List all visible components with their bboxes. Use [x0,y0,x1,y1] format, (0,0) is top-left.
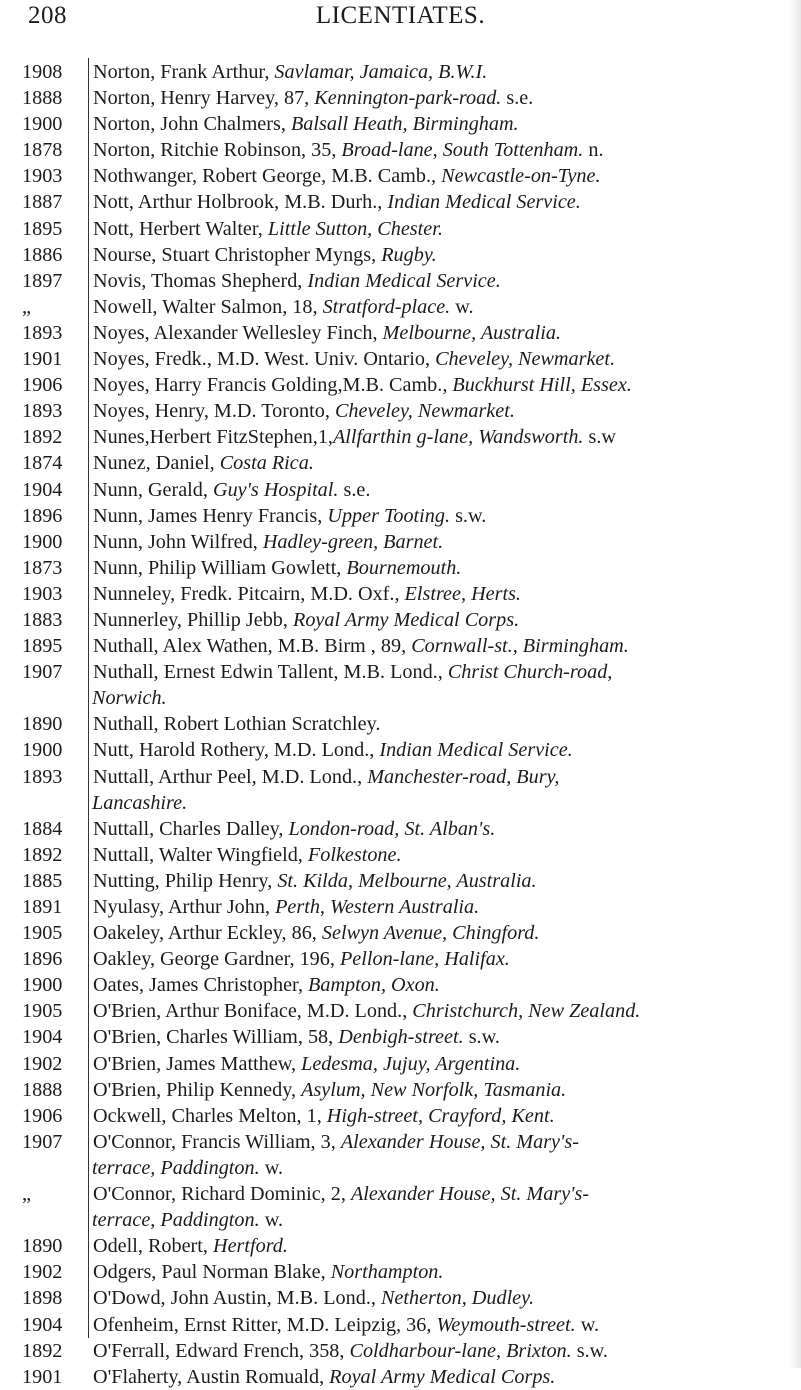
entry-continuation-row [20,1207,791,1233]
entry-address: Little Sutton, Chester. [267,217,443,240]
entry-year: „ [22,295,31,318]
entry-row [20,633,791,659]
entry-address: terrace, Paddington. [92,1209,260,1232]
entry-year: 1892 [22,843,63,866]
entry-text [72,868,791,894]
entry-year: 1896 [22,504,63,527]
entry-text [72,111,791,137]
entry-address: Alexander House, St. Mary's- [340,1130,579,1153]
entry-name: Nunes,Herbert FitzStephen,1, [93,426,333,449]
entry-year: 1904 [22,478,63,501]
entry-year: 1907 [22,1130,63,1153]
entry-row [20,1181,791,1207]
entry-name: Ofenheim, Ernst Ritter, M.D. Leipzig, 36, [93,1313,437,1336]
entry-name: Oakley, George Gardner, 196, [93,948,340,971]
entry-row [20,137,791,163]
entry-address: Allfarthin g-lane, Wandsworth. [332,426,584,449]
entry-row [20,1233,791,1259]
entry-name: Nunn, James Henry Francis, [93,504,328,527]
entry-row [20,320,791,346]
entry-address: Royal Army Medical Corps. [292,608,520,631]
entry-name: Nowell, Walter Salmon, 18, [93,295,323,318]
entry-address: Cornwall-st., Birmingham. [411,635,629,658]
entry-row [20,581,791,607]
entry-row [20,607,791,633]
entry-name: O'Brien, Arthur Boniface, M.D. Lond., [93,1000,413,1023]
entry-name: Nunnerley, Phillip Jebb, [93,608,293,631]
entry-year [20,685,72,711]
entry-address: Netherton, Dudley. [380,1287,535,1310]
entry-name: Oates, James Christopher, [93,974,309,997]
entry-row [20,398,791,424]
entry-text [72,998,791,1024]
entry-row [20,894,791,920]
entry-text [72,372,791,398]
entry-text [72,1129,791,1155]
entry-row [20,1285,791,1311]
entry-row [20,111,791,137]
entry-address: Denbigh-street. [338,1026,464,1049]
entry-year: 1893 [22,400,63,423]
entry-year: 1905 [22,1000,63,1023]
entry-name: Nothwanger, Robert George, M.B. Camb., [93,165,442,188]
entry-text [72,1103,791,1129]
entry-name: Nourse, Stuart Christopher Myngs, [93,243,382,266]
entry-name: Nunn, Philip William Gowlett, [93,556,347,579]
entry-address: Bampton, Oxon. [308,974,440,997]
entry-year: 1896 [22,948,63,971]
entry-year: 1892 [22,426,63,449]
page-number: 208 [28,2,67,29]
entry-row [20,477,791,503]
entry-continuation-row [20,790,791,816]
entry-address: Buckhurst Hill, Essex. [452,374,632,397]
entry-row [20,189,791,215]
entry-row [20,424,791,450]
entry-address: Hadley-green, Barnet. [262,530,444,553]
entry-year: 1883 [22,608,63,631]
entry-text [72,1312,791,1338]
entry-address: Indian Medical Service. [387,191,581,214]
entry-year: 1893 [22,321,63,344]
entry-name: O'Flaherty, Austin Romuald, [93,1365,330,1388]
entry-year: 1874 [22,452,63,475]
entry-year: 1901 [22,1365,63,1388]
entry-address: Christchurch, New Zealand. [412,1000,641,1023]
entry-address: Indian Medical Service. [379,739,573,762]
entry-year [20,1155,72,1181]
entry-text [72,398,791,424]
entry-text [72,189,791,215]
entry-text [72,268,791,294]
entry-year: 1890 [22,1235,63,1258]
entry-row [20,816,791,842]
entry-row [20,268,791,294]
entry-text [72,972,791,998]
entry-text [72,581,791,607]
entry-text [72,920,791,946]
entry-name: w. [259,1209,284,1232]
entry-text [72,1181,791,1207]
entry-name: Noyes, Alexander Wellesley Finch, [93,321,383,344]
entry-address: Hertford. [212,1235,288,1258]
running-title: LICENTIATES. [315,2,486,29]
entry-year: 1891 [22,896,63,918]
entry-row [20,868,791,894]
entry-name: w. [259,1156,284,1179]
entry-address: Stratford-place. [322,295,451,318]
entry-address: Cheveley, Newmarket. [334,400,515,423]
entry-year: 1900 [22,530,63,553]
entry-name: Nunez, Daniel, [93,452,220,475]
entry-year: 1897 [22,269,63,292]
entry-row [20,972,791,998]
entry-address: Folkestone. [307,843,402,866]
entry-name: s.e. [501,87,534,110]
entry-year: 1890 [22,713,63,736]
entry-name: O'Dowd, John Austin, M.B. Lond., [93,1287,381,1310]
entry-name: Nuthall, Ernest Edwin Tallent, M.B. Lond., [93,661,448,684]
entry-name: Nuttall, Walter Wingfield, [93,843,308,866]
entry-year: 1901 [22,348,63,371]
entry-name: Noyes, Henry, M.D. Toronto, [93,400,335,423]
entry-continuation-row [20,685,791,711]
entry-text [72,685,791,711]
entry-name: s.e. [338,478,371,501]
entry-address: Ledesma, Jujuy, Argentina. [301,1052,521,1075]
entry-name: w. [575,1313,600,1336]
page-edge-shadow [789,0,801,1368]
entry-address: Pellon-lane, Halifax. [339,948,510,971]
entry-address: Indian Medical Service. [307,269,501,292]
entry-address: London-road, St. Alban's. [288,817,496,840]
entry-name: Oakeley, Arthur Eckley, 86, [93,922,322,945]
entry-year: 1908 [22,61,63,83]
entry-address: High-street, Crayford, Kent. [326,1104,555,1127]
entry-text [72,1024,791,1050]
entry-year: 1873 [22,556,63,579]
entry-row [20,346,791,372]
entry-name: Nutt, Harold Rothery, M.D. Lond., [93,739,380,762]
entry-year [20,1207,72,1233]
entry-text [72,450,791,476]
entry-address: Upper Tooting. [327,504,451,527]
entry-text [72,346,791,372]
entry-text [72,842,791,868]
entry-address: Costa Rica. [219,452,314,475]
entry-year: 1895 [22,635,63,658]
entry-year: 1905 [22,922,63,945]
entry-address: St. Kilda, Melbourne, Australia. [277,869,537,892]
entry-text [72,1155,791,1181]
entry-year: 1892 [22,1339,63,1362]
entry-name: Nuttall, Arthur Peel, M.D. Lond., [93,765,368,788]
entry-year: 1878 [22,139,63,162]
entry-row [20,59,791,85]
entry-row [20,163,791,189]
entry-name: Norton, John Chalmers, [93,113,291,136]
entry-year: 1884 [22,817,63,840]
entry-name: Norton, Ritchie Robinson, 35, [93,139,342,162]
entry-name: s.w. [450,504,487,527]
entry-text [72,1207,791,1233]
entry-address: terrace, Paddington. [92,1156,260,1179]
entry-address: Christ Church-road, [447,661,613,684]
entry-row [20,737,791,763]
entry-name: Nutting, Philip Henry, [93,869,278,892]
entry-text [72,659,791,685]
page-header [0,0,801,44]
entry-year: 1904 [22,1026,63,1049]
entry-row [20,555,791,581]
entry-year: 1900 [22,739,63,762]
entry-address: Rugby. [381,243,437,266]
entry-text [72,790,791,816]
entry-year: 1898 [22,1287,63,1310]
entry-row [20,450,791,476]
entry-name: Novis, Thomas Shepherd, [93,269,308,292]
entry-year: 1902 [22,1261,63,1284]
entry-name: Noyes, Harry Francis Golding,M.B. Camb., [93,374,453,397]
entry-address: Selwyn Avenue, Chingford. [321,922,540,945]
entry-name: O'Brien, Philip Kennedy, [93,1078,302,1101]
entry-address: Royal Army Medical Corps. [329,1365,556,1388]
entry-text [72,737,791,763]
entry-row [20,1259,791,1285]
entry-text [72,137,791,163]
entry-address: Guy's Hospital. [212,478,339,501]
entry-name: Nunneley, Fredk. Pitcairn, M.D. Oxf., [93,582,405,605]
entry-text [72,946,791,972]
entry-name: Norton, Henry Harvey, 87, [93,87,315,110]
entry-row [20,1338,791,1364]
entry-text [72,1051,791,1077]
entry-text [72,85,791,111]
entry-year: 1895 [22,217,63,240]
entry-year: 1888 [22,1078,63,1101]
entry-name: s.w [583,426,616,449]
entry-year: 1887 [22,191,63,214]
entry-year: 1900 [22,113,63,136]
entry-address: Newcastle-on-Tyne. [441,165,601,188]
entry-row [20,1129,791,1155]
entry-row [20,764,791,790]
entry-address: Norwich. [92,687,167,710]
entry-address: Kennington-park-road. [314,87,502,110]
entry-row [20,216,791,242]
entry-address: Manchester-road, Bury, [367,765,560,788]
entry-text [72,242,791,268]
entry-name: Nunn, Gerald, [93,478,213,501]
entry-address: Perth, Western Australia. [275,896,480,918]
entry-text [72,1259,791,1285]
entry-row [20,294,791,320]
entry-name: Norton, Frank Arthur, [93,61,275,83]
entry-name: Nott, Arthur Holbrook, M.B. Durh., [93,191,388,214]
entry-year: 1900 [22,974,63,997]
entry-text [72,633,791,659]
entry-year: 1902 [22,1052,63,1075]
entry-text [72,1285,791,1311]
entry-name: w. [450,295,474,318]
entry-year: 1886 [22,243,63,266]
entry-name: O'Brien, James Matthew, [93,1052,302,1075]
entry-text [72,529,791,555]
entry-text [72,894,791,920]
entry-text [72,555,791,581]
entry-row [20,1312,791,1338]
entry-year: 1904 [22,1313,63,1336]
entry-text [72,711,791,737]
entry-continuation-row [20,1155,791,1181]
entry-text [72,216,791,242]
entry-name: Ockwell, Charles Melton, 1, [93,1104,327,1127]
entry-text [72,1338,791,1364]
entry-name: Nyulasy, Arthur John, [93,896,276,918]
entry-address: Bournemouth. [346,556,462,579]
entry-row [20,372,791,398]
entry-address: Broad-lane, South Tottenham. [341,139,584,162]
entry-year: 1903 [22,582,63,605]
entry-row [20,711,791,737]
entry-text [72,816,791,842]
entry-row [20,503,791,529]
entry-year: 1903 [22,165,63,188]
entry-year: 1888 [22,87,63,110]
entry-name: Noyes, Fredk., M.D. West. Univ. Ontario, [93,348,436,371]
entry-name: Nuthall, Robert Lothian Scratchley. [93,713,381,736]
entry-name: Nott, Herbert Walter, [93,217,268,240]
entry-name: Odell, Robert, [93,1235,213,1258]
entry-row [20,85,791,111]
entry-name: Nunn, John Wilfred, [93,530,263,553]
entry-year: 1907 [22,661,63,684]
entry-text [72,1077,791,1103]
entry-text [72,503,791,529]
entry-address: Melbourne, Australia. [382,321,562,344]
entry-text [72,477,791,503]
entry-name: n. [583,139,604,162]
entry-text [72,59,791,85]
entry-text [72,764,791,790]
entry-address: Cheveley, Newmarket. [435,348,616,371]
entry-row [20,242,791,268]
entry-year [20,790,72,816]
entry-address: Weymouth-street. [436,1313,576,1336]
entry-year: 1906 [22,1104,63,1127]
entry-name: O'Connor, Richard Dominic, 2, [93,1183,351,1206]
entry-text [72,607,791,633]
entry-text [72,294,791,320]
entry-name: O'Brien, Charles William, 58, [93,1026,339,1049]
entry-name: s.w. [571,1339,608,1362]
entry-list [20,59,791,1390]
entry-name: Nuthall, Alex Wathen, M.B. Birm , 89, [93,635,412,658]
entry-address: Alexander House, St. Mary's- [350,1183,590,1206]
entry-address: Savlamar, Jamaica, B.W.I. [274,61,488,83]
entry-row [20,1051,791,1077]
entry-name: O'Connor, Francis William, 3, [93,1130,341,1153]
entry-row [20,1103,791,1129]
entry-text [72,424,791,450]
entry-year: „ [22,1183,31,1206]
entry-row [20,842,791,868]
entry-name: O'Ferrall, Edward French, 358, [93,1339,350,1362]
entry-row [20,998,791,1024]
entry-row [20,659,791,685]
entry-row [20,1077,791,1103]
entry-year: 1893 [22,765,63,788]
entry-address: Coldharbour-lane, Brixton. [349,1339,572,1362]
entry-address: Elstree, Herts. [404,582,521,605]
entry-address: Lancashire. [92,791,188,814]
entry-row [20,946,791,972]
entry-address: Northampton. [330,1261,444,1284]
entry-text [72,1233,791,1259]
entry-name: s.w. [463,1026,500,1049]
entry-name: Odgers, Paul Norman Blake, [93,1261,331,1284]
entry-address: Balsall Heath, Birmingham. [290,113,519,136]
entry-year: 1906 [22,374,63,397]
entry-row [20,920,791,946]
entry-year: 1885 [22,869,63,892]
entry-row [20,529,791,555]
entry-name: Nuttall, Charles Dalley, [93,817,289,840]
entry-address: Asylum, New Norfolk, Tasmania. [301,1078,567,1101]
entry-row [20,1024,791,1050]
entry-text [72,163,791,189]
entry-text [72,320,791,346]
